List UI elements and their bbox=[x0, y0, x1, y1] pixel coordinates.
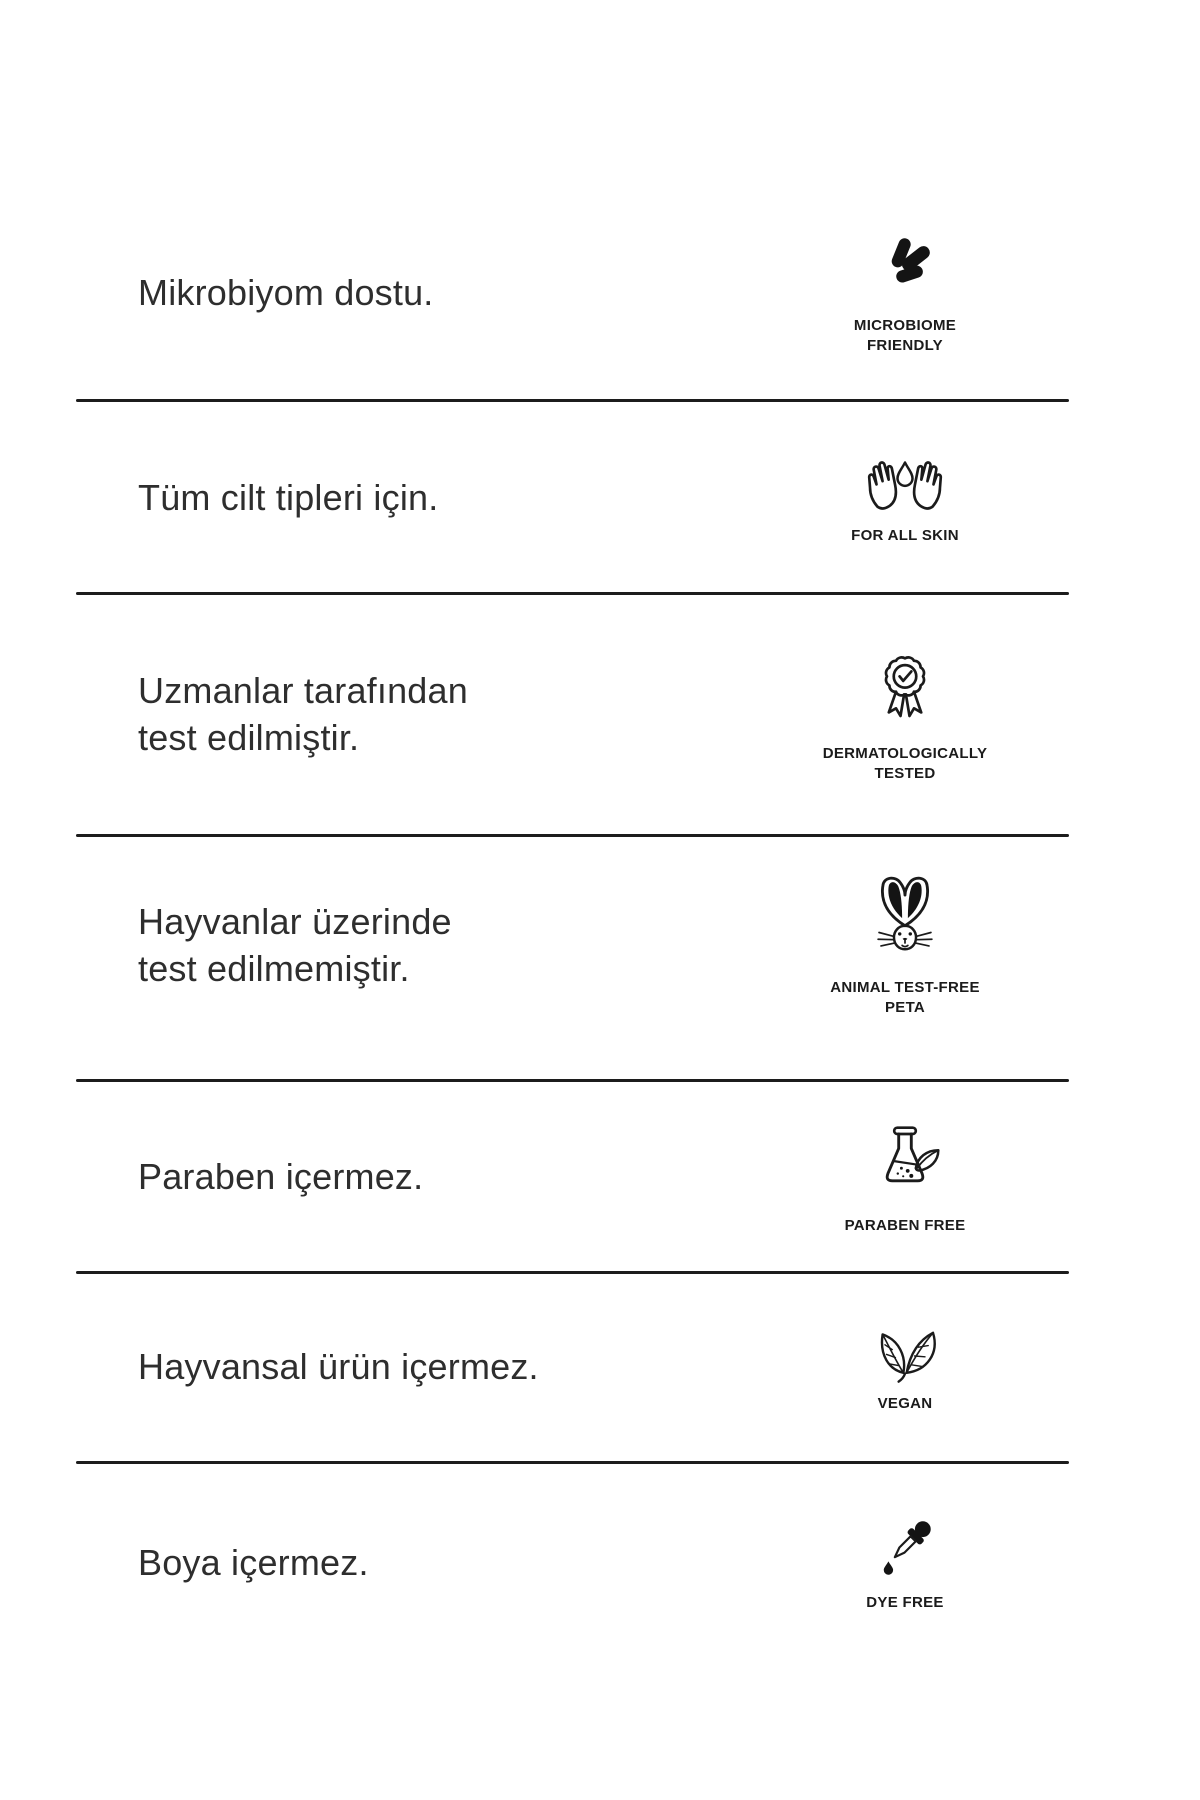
icon-column bbox=[775, 449, 1035, 546]
icon-caption bbox=[866, 1593, 943, 1613]
feature-row bbox=[0, 402, 1200, 592]
feature-text-line: test edilmiştir. bbox=[138, 717, 360, 758]
rosette-check-icon bbox=[860, 644, 950, 734]
feature-text bbox=[138, 1153, 423, 1200]
feature-text bbox=[138, 269, 434, 316]
feature-row bbox=[0, 1464, 1200, 1660]
flask-leaf-icon bbox=[859, 1116, 951, 1206]
icon-caption bbox=[851, 526, 959, 546]
hands-droplet-icon bbox=[855, 449, 955, 516]
icon-column bbox=[775, 1511, 1035, 1613]
vegan-leaves-icon bbox=[864, 1320, 946, 1384]
icon-column bbox=[775, 230, 1035, 356]
icon-caption-line: FRIENDLY bbox=[866, 336, 943, 354]
feature-text bbox=[138, 1343, 539, 1390]
feature-row bbox=[0, 1082, 1200, 1270]
icon-caption bbox=[830, 978, 980, 1018]
icon-caption-line: VEGAN bbox=[877, 1394, 933, 1412]
feature-row bbox=[0, 837, 1200, 1052]
icon-column bbox=[775, 872, 1035, 1018]
feature-text-line: Boya içermez. bbox=[138, 1541, 369, 1583]
icon-caption bbox=[854, 316, 956, 356]
feature-text-line: Tüm cilt tipleri için. bbox=[138, 476, 439, 518]
icon-column bbox=[775, 1116, 1035, 1236]
feature-text-line: Paraben içermez. bbox=[138, 1155, 424, 1197]
icon-column bbox=[775, 644, 1035, 784]
icon-caption-line: TESTED bbox=[874, 765, 936, 782]
feature-text bbox=[138, 474, 438, 521]
feature-text-line: Hayvanlar üzerinde bbox=[138, 900, 452, 942]
icon-caption bbox=[823, 744, 988, 784]
feature-row bbox=[0, 160, 1200, 425]
microbiome-icon bbox=[867, 230, 943, 306]
dropper-icon bbox=[869, 1511, 941, 1583]
icon-caption-line: ANIMAL TEST-FREE bbox=[830, 978, 980, 996]
icon-caption-line: PETA bbox=[884, 998, 926, 1016]
icon-column bbox=[775, 1320, 1035, 1414]
feature-row bbox=[0, 1274, 1200, 1459]
feature-text-line: test edilmemiştir. bbox=[138, 947, 410, 989]
feature-text-line: Uzmanlar tarafından bbox=[138, 670, 468, 711]
cruelty-free-bunny-icon bbox=[857, 872, 953, 968]
icon-caption bbox=[878, 1394, 933, 1414]
feature-text bbox=[138, 1539, 369, 1586]
feature-text bbox=[138, 667, 468, 761]
icon-caption-line: DYE FREE bbox=[866, 1594, 944, 1611]
icon-caption-line: PARABEN FREE bbox=[844, 1217, 966, 1234]
icon-caption-line: FOR ALL SKIN bbox=[851, 526, 959, 544]
icon-caption-line: DERMATOLOGICALLY bbox=[822, 745, 988, 762]
feature-text bbox=[138, 898, 452, 992]
feature-text-line: Hayvansal ürün içermez. bbox=[138, 1346, 539, 1387]
icon-caption bbox=[845, 1216, 966, 1236]
feature-text-line: Mikrobiyom dostu. bbox=[138, 272, 434, 313]
icon-caption-line: MICROBIOME bbox=[853, 316, 957, 334]
feature-row bbox=[0, 595, 1200, 833]
